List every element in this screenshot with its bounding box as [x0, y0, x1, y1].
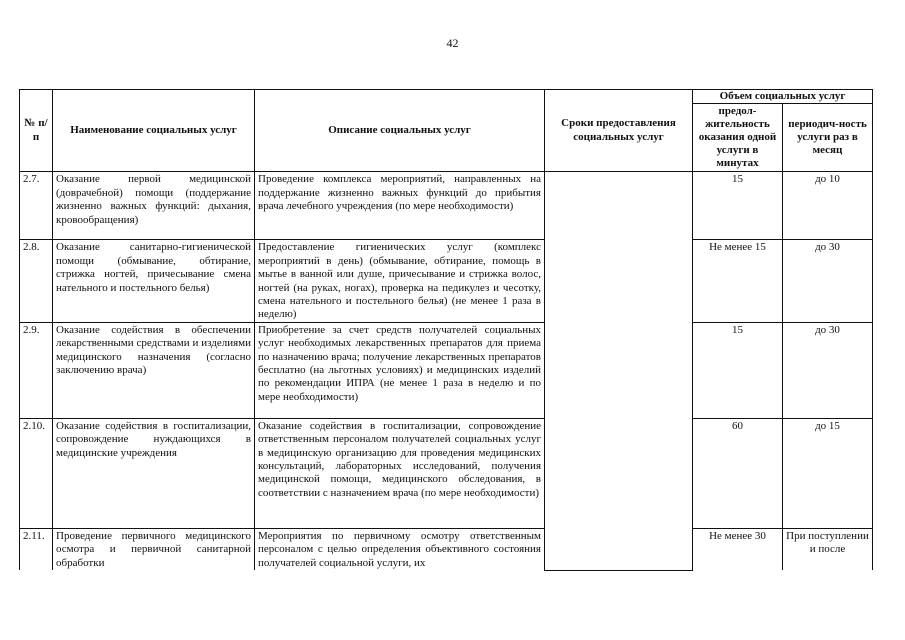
table-row	[20, 322, 873, 418]
service-duration: Не менее 15	[693, 240, 783, 322]
service-duration: 15	[693, 172, 783, 240]
header-volume-group: Объем социальных услуг	[693, 90, 873, 104]
service-frequency: до 10	[783, 172, 873, 240]
service-description: Предоставление гигиенических услуг (комплекс мероприятий в день) (обмывание, обтирание, помощь в мытье в ванной или душе, причесывание и стрижка волос, ногтей (на руках, ногах), проверка на педикулез и чесотку, смена нательного и постельного белья) (не менее 1 раза в неделю)	[255, 240, 545, 322]
header-num: № п/п	[20, 90, 53, 172]
header-terms: Сроки предоставления социальных услуг	[545, 90, 693, 172]
table-row	[20, 528, 873, 570]
service-duration: 15	[693, 322, 783, 418]
table-row	[20, 240, 873, 322]
row-number: 2.7.	[20, 172, 53, 240]
service-frequency: до 15	[783, 418, 873, 528]
service-frequency: до 30	[783, 322, 873, 418]
service-name: Оказание содействия в обеспечении лекарственными средствами и изделиями медицинского назначения (согласно заключению врача)	[53, 322, 255, 418]
service-description: Оказание содействия в госпитализации, сопровождение ответственным персоналом получателей социальных услуг в медицинскую организацию для проведения медицинских консультаций, лабораторных исследований, получения медицинской помощи, медицинского обследования, в соответствии с назначением врача (по мере необходимости)	[255, 418, 545, 528]
header-name: Наименование социальных услуг	[53, 90, 255, 172]
service-duration: 60	[693, 418, 783, 528]
service-description: Проведение комплекса мероприятий, направленных на поддержание жизненно важных функций до прибытия врача лечебного учреждения (по мере необходимости)	[255, 172, 545, 240]
page-number: 42	[446, 36, 459, 50]
service-name: Оказание санитарно-гигиенической помощи (обмывание, обтирание, стрижка ногтей, причесывание смена нательного и постельного белья)	[53, 240, 255, 322]
table-row	[20, 418, 873, 528]
header-frequency: периодич-ность услуги раз в месяц	[783, 104, 873, 172]
social-services-table	[19, 89, 873, 571]
service-terms	[545, 172, 693, 570]
header-duration: предол-жительность оказания одной услуги в минутах	[693, 104, 783, 172]
service-duration: Не менее 30	[693, 528, 783, 570]
row-number: 2.10.	[20, 418, 53, 528]
row-number: 2.9.	[20, 322, 53, 418]
row-number: 2.8.	[20, 240, 53, 322]
header-description: Описание социальных услуг	[255, 90, 545, 172]
table-row	[20, 172, 873, 240]
service-description: Приобретение за счет средств получателей социальных услуг необходимых лекарственных препаратов для приема по назначению врача; получение лекарственных препаратов бесплатно (на льготных условиях) и медицинских изделий по рекомендации ИПРА (не менее 1 раза в неделю и по мере необходимости)	[255, 322, 545, 418]
service-name: Проведение первичного медицинского осмотра и первичной санитарной обработки	[53, 528, 255, 570]
row-number: 2.11.	[20, 528, 53, 570]
service-description: Мероприятия по первичному осмотру ответственным персоналом с целью определения объективного состояния получателей социальной услуги, их	[255, 528, 545, 570]
service-name: Оказание содействия в госпитализации, сопровождение нуждающихся в медицинские учреждения	[53, 418, 255, 528]
service-frequency: до 30	[783, 240, 873, 322]
service-name: Оказание первой медицинской (доврачебной) помощи (поддержание жизненно важных функций: дыхания, кровообращения)	[53, 172, 255, 240]
service-frequency: При поступлении и после	[783, 528, 873, 570]
